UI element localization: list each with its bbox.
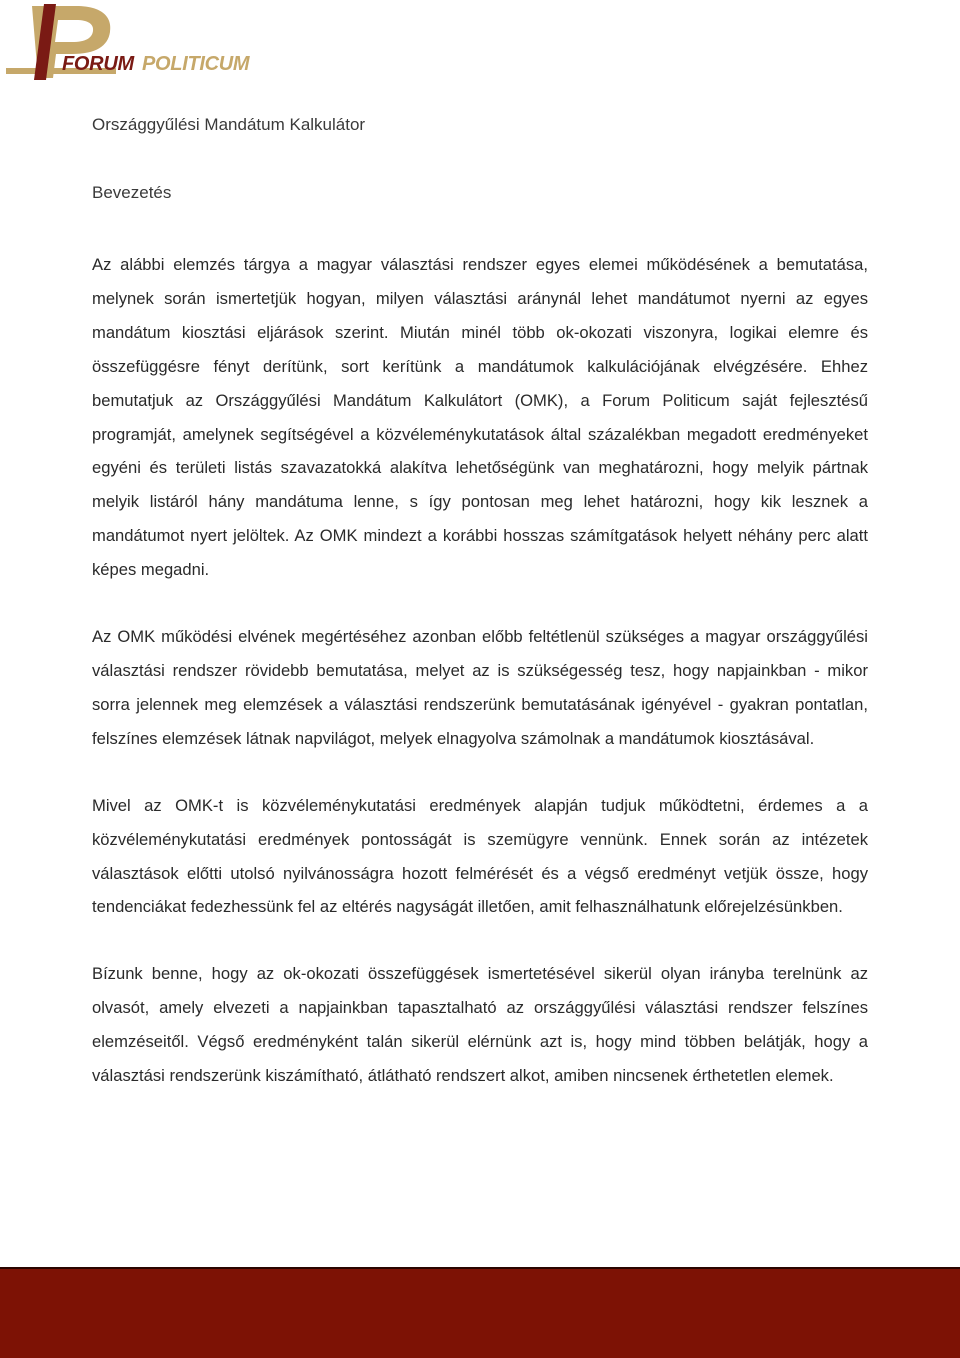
paragraph-1: Az alábbi elemzés tárgya a magyar választási rendszer egyes elemei működésének a bemutatása, melynek során ismertetjük hogyan, milyen választási aránynál lehet mandátumot nyerni az egyes mandátum kiosztási eljárások szerint. Miután minél több ok-okozati viszonyra, logikai elemre és összefüggésre fényt derítünk, sort kerítünk a mandátumok kalkulációjának elvégzésére. Ehhez bemutatjuk az Országgyűlési Mandátum Kalkulátort (OMK), a Forum Politicum saját fejlesztésű programját, amelynek segítségével a közvéleménykutatások által százalékban megadott eredményeket egyéni és területi listás szavazatokká alakítva lehetőségünk van meghatározni, hogy melyik pártnak melyik listáról hány mandátuma lenne, s így pontosan meg lehet határozni, hogy kik lesznek a mandátumot nyert jelöltek. Az OMK mindezt a korábbi hosszas számítgatások helyett néhány perc alatt képes megadni. (92, 255, 868, 580)
document-title: Országgyűlési Mandátum Kalkulátor (92, 115, 366, 134)
paragraph-2: Az OMK működési elvének megértéséhez azonban előbb feltétlenül szükséges a magyar országgyűlési választási rendszer rövidebb bemutatása, melyet az is szükségesség tesz, hogy napjainkban - mikor sorra jelennek meg elemzések a választási rendszerünk bemutatásának igényével - gyakran pontatlan, felszínes elemzések látnak napvilágot, melyek elnagyolva számolnak a mandátumok kiosztásával. (92, 627, 868, 748)
document-body (92, 248, 868, 1126)
logo-word-politicum: POLITICUM (142, 53, 250, 75)
footer-bar (0, 1267, 960, 1358)
paragraph-3: Mivel az OMK-t is közvéleménykutatási eredmények alapján tudjuk működtetni, érdemes a a közvéleménykutatási eredmények pontosságát is szemügyre vennünk. Ennek során az intézetek választások előtti utolsó nyilvánosságra hozott felmérését és a végső eredményt vetjük össze, hogy tendenciákat fedezhessünk fel az eltérés nagyságát illetően, amit felhasználhatunk előrejelzésünkben. (92, 795, 868, 917)
logo-word-forum: FORUM (62, 53, 134, 75)
section-heading: Bevezetés (92, 183, 172, 202)
forum-politicum-logo (6, 2, 276, 82)
paragraph-4: Bízunk benne, hogy az ok-okozati összefüggések ismertetésével sikerül olyan irányba terelnünk az olvasót, amely elvezeti a napjainkban tapasztalható az országgyűlési választási rendszer felszínes elemzéseitől. Végső eredményként talán sikerül elérnünk azt is, hogy mind többen belátják, hogy a választási rendszerünk kiszámítható, átlátható rendszert alkot, amiben nincsenek érthetetlen elemek. (92, 964, 868, 1086)
